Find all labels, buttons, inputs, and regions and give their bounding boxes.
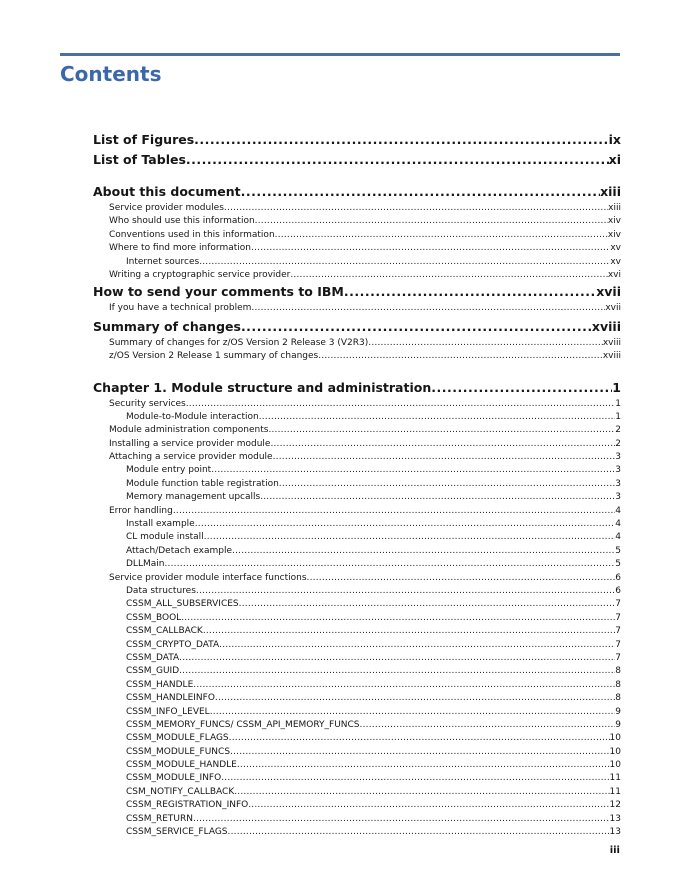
- toc-entry-page: 2: [615, 425, 621, 436]
- toc-leader: [195, 518, 616, 531]
- toc-leader: [204, 531, 616, 544]
- toc-entry[interactable]: [93, 438, 621, 451]
- toc-entry-page: xv: [610, 243, 621, 254]
- toc-leader: [211, 464, 615, 477]
- toc-entry-page: xvi: [607, 269, 621, 280]
- toc-leader: [273, 451, 616, 464]
- toc-entry-page: xviii: [602, 351, 621, 362]
- toc-leader: [241, 182, 600, 202]
- toc-entry[interactable]: [93, 692, 621, 705]
- toc-leader: [248, 799, 609, 812]
- toc-entry-page: 13: [609, 827, 621, 838]
- toc-entry[interactable]: [93, 256, 621, 269]
- toc-entry-page: 11: [609, 786, 621, 797]
- toc-entry-label: Who should use this information: [109, 216, 255, 227]
- toc-entry-label: Module-to-Module interaction: [126, 411, 259, 422]
- toc-leader: [275, 229, 608, 242]
- toc-entry-page: xiv: [607, 229, 621, 240]
- toc-entry-label: CSSM_HANDLEINFO: [126, 693, 215, 704]
- toc-leader: [251, 242, 610, 255]
- toc-entry-label: CSSM_MEMORY_FUNCS/ CSSM_API_MEMORY_FUNCS: [126, 719, 360, 730]
- toc-entry[interactable]: [93, 706, 621, 719]
- toc-entry-page: 9: [615, 706, 621, 717]
- table-of-contents: [93, 130, 621, 839]
- toc-entry[interactable]: [93, 598, 621, 611]
- toc-entry-label: Module administration components: [109, 425, 269, 436]
- toc-entry[interactable]: [93, 505, 621, 518]
- toc-leader: [230, 746, 610, 759]
- toc-entry-label: CSSM_MODULE_FLAGS: [126, 733, 229, 744]
- toc-leader: [234, 786, 609, 799]
- toc-entry-page: 11: [609, 773, 621, 784]
- toc-entry-page: 3: [615, 478, 621, 489]
- toc-entry[interactable]: [93, 350, 621, 363]
- toc-entry-page: 3: [615, 465, 621, 476]
- toc-entry-page: 8: [615, 666, 621, 677]
- toc-entry-page: 7: [615, 612, 621, 623]
- toc-entry-page: xviii: [591, 318, 621, 334]
- toc-entry-page: xi: [608, 152, 621, 167]
- toc-entry[interactable]: [93, 269, 621, 282]
- toc-leader: [279, 478, 615, 491]
- toc-entry[interactable]: [93, 625, 621, 638]
- toc-spacer: [93, 364, 621, 378]
- toc-entry-page: 12: [609, 800, 621, 811]
- toc-leader: [241, 317, 592, 337]
- toc-entry-label: CSSM_INFO_LEVEL: [126, 706, 210, 717]
- toc-entry-label: CSSM_GUID: [126, 666, 180, 677]
- toc-entry-page: 4: [615, 505, 621, 516]
- toc-entry-label: CSSM_HANDLE: [126, 679, 194, 690]
- toc-leader: [368, 337, 603, 350]
- toc-entry[interactable]: [93, 478, 621, 491]
- toc-leader: [196, 585, 615, 598]
- toc-entry-page: 6: [615, 572, 621, 583]
- toc-leader: [268, 424, 615, 437]
- toc-leader: [259, 411, 616, 424]
- toc-entry[interactable]: [93, 182, 621, 202]
- toc-leader: [360, 719, 616, 732]
- toc-entry-label: DLLMain: [126, 559, 165, 570]
- toc-entry-page: 10: [609, 746, 621, 757]
- toc-entry-label: Error handling: [109, 505, 173, 516]
- toc-entry-page: ix: [608, 132, 621, 147]
- toc-entry-label: Service provider modules: [109, 203, 224, 213]
- toc-leader: [173, 505, 615, 518]
- toc-entry[interactable]: [93, 242, 621, 255]
- toc-leader: [431, 378, 612, 398]
- toc-entry-page: 3: [615, 452, 621, 463]
- toc-entry-page: xv: [610, 256, 621, 267]
- toc-leader: [270, 438, 615, 451]
- toc-entry[interactable]: [93, 317, 621, 337]
- toc-entry-page: 1: [612, 379, 621, 395]
- toc-leader: [203, 625, 615, 638]
- toc-entry-label: If you have a technical problem: [109, 303, 252, 314]
- toc-leader: [228, 826, 610, 839]
- toc-entry-page: 9: [615, 719, 621, 730]
- toc-leader: [221, 772, 609, 785]
- toc-entry-label: CSSM_DATA: [126, 652, 180, 663]
- toc-leader: [237, 759, 610, 772]
- toc-entry[interactable]: [93, 558, 621, 571]
- toc-entry[interactable]: [93, 585, 621, 598]
- toc-entry-label: CSSM_MODULE_FUNCS: [126, 746, 231, 757]
- toc-entry[interactable]: [93, 826, 621, 839]
- toc-entry[interactable]: [93, 786, 621, 799]
- toc-entry[interactable]: [93, 451, 621, 464]
- toc-entry[interactable]: [93, 202, 621, 215]
- toc-entry-label: How to send your comments to IBM: [93, 284, 344, 300]
- toc-entry[interactable]: [93, 572, 621, 585]
- toc-entry-page: 5: [615, 545, 621, 556]
- toc-leader: [318, 350, 603, 363]
- toc-entry[interactable]: [93, 813, 621, 826]
- toc-entry-label: Conventions used in this information: [109, 229, 275, 240]
- toc-entry-page: 10: [609, 733, 621, 744]
- toc-entry-label: Installing a service provider module: [109, 438, 271, 449]
- toc-entry[interactable]: [93, 652, 621, 665]
- toc-entry[interactable]: [93, 612, 621, 625]
- toc-leader: [179, 652, 615, 665]
- toc-entry[interactable]: [93, 639, 621, 652]
- toc-entry-label: Data structures: [126, 585, 196, 596]
- toc-entry-page: 5: [615, 559, 621, 570]
- toc-entry-label: CSSM_CALLBACK: [126, 626, 203, 637]
- toc-entry[interactable]: [93, 719, 621, 732]
- toc-entry-page: xvii: [605, 303, 621, 314]
- toc-entry-page: xvii: [596, 284, 621, 300]
- toc-entry[interactable]: [93, 772, 621, 785]
- toc-entry[interactable]: [93, 518, 621, 531]
- toc-entry-label: Summary of changes for z/OS Version 2 Release 3 (V2R3): [109, 337, 369, 348]
- toc-leader: [219, 639, 615, 652]
- toc-entry-page: xiv: [607, 216, 621, 227]
- toc-entry-page: 4: [615, 519, 621, 530]
- toc-entry-label: CSSM_RETURN: [126, 813, 193, 824]
- toc-entry[interactable]: [93, 531, 621, 544]
- toc-leader: [193, 679, 615, 692]
- toc-entry[interactable]: [93, 759, 621, 772]
- toc-entry[interactable]: [93, 150, 621, 170]
- toc-leader: [186, 398, 616, 411]
- toc-entry-page: 8: [615, 679, 621, 690]
- toc-entry-page: 1: [615, 411, 621, 422]
- toc-entry[interactable]: [93, 464, 621, 477]
- toc-entry-label: Where to find more information: [109, 243, 252, 254]
- toc-leader: [260, 491, 615, 504]
- toc-entry-page: 7: [615, 599, 621, 610]
- toc-entry-page: 10: [609, 760, 621, 771]
- toc-entry-label: Service provider module interface functions: [109, 572, 307, 583]
- toc-entry[interactable]: [93, 398, 621, 411]
- toc-entry-label: CSSM_ALL_SUBSERVICES: [126, 599, 239, 610]
- toc-entry-label: CSSM_MODULE_HANDLE: [126, 760, 237, 771]
- header-rule: [60, 53, 620, 56]
- page-number: iii: [609, 845, 620, 856]
- toc-entry-label: Module entry point: [126, 465, 212, 476]
- toc-entry-label: List of Figures: [93, 132, 195, 147]
- toc-entry[interactable]: [93, 229, 621, 242]
- toc-entry-label: CSSM_BOOL: [126, 612, 182, 623]
- toc-leader: [255, 215, 608, 228]
- toc-leader: [164, 558, 615, 571]
- toc-leader: [181, 612, 615, 625]
- toc-entry-page: xviii: [602, 337, 621, 348]
- toc-entry-label: Summary of changes: [93, 318, 241, 334]
- toc-entry-label: CSSM_REGISTRATION_INFO: [126, 800, 249, 811]
- toc-entry-label: CSSM_MODULE_INFO: [126, 773, 222, 784]
- toc-leader: [210, 706, 616, 719]
- toc-entry-label: Security services: [109, 398, 186, 409]
- toc-entry-label: About this document: [93, 184, 241, 199]
- toc-entry-page: 7: [615, 639, 621, 650]
- toc-entry[interactable]: [93, 130, 621, 150]
- toc-entry-label: z/OS Version 2 Release 1 summary of changes: [109, 351, 319, 362]
- toc-entry[interactable]: [93, 215, 621, 228]
- toc-entry-page: xiii: [600, 184, 621, 199]
- toc-leader: [229, 732, 610, 745]
- toc-entry-label: Internet sources: [126, 256, 200, 267]
- toc-entry-page: 1: [615, 398, 621, 409]
- toc-entry[interactable]: [93, 491, 621, 504]
- toc-entry-page: 4: [615, 532, 621, 543]
- toc-leader: [199, 256, 610, 269]
- toc-entry[interactable]: [93, 424, 621, 437]
- toc-entry[interactable]: [93, 411, 621, 424]
- toc-entry-label: Install example: [126, 519, 195, 530]
- toc-entry-label: Chapter 1. Module structure and administration: [93, 379, 432, 395]
- toc-leader: [232, 545, 615, 558]
- toc-entry[interactable]: [93, 282, 621, 302]
- toc-leader: [215, 692, 615, 705]
- toc-entry-page: 8: [615, 693, 621, 704]
- toc-entry[interactable]: [93, 378, 621, 398]
- toc-entry-label: Module function table registration: [126, 478, 279, 489]
- toc-entry-label: CSSM_CRYPTO_DATA: [126, 639, 220, 650]
- toc-leader: [193, 813, 610, 826]
- toc-leader: [224, 202, 608, 215]
- toc-entry[interactable]: [93, 545, 621, 558]
- toc-leader: [290, 269, 607, 282]
- toc-entry[interactable]: [93, 302, 621, 315]
- toc-leader: [307, 572, 616, 585]
- toc-entry[interactable]: [93, 337, 621, 350]
- toc-entry[interactable]: [93, 732, 621, 745]
- toc-leader: [179, 665, 615, 678]
- toc-entry-label: Attach/Detach example: [126, 545, 233, 556]
- toc-entry-page: 2: [615, 438, 621, 449]
- toc-entry-page: 6: [615, 585, 621, 596]
- toc-entry-page: 13: [609, 813, 621, 824]
- toc-leader: [186, 150, 609, 170]
- toc-entry-label: Attaching a service provider module: [109, 452, 273, 463]
- toc-entry[interactable]: [93, 746, 621, 759]
- toc-leader: [251, 302, 605, 315]
- toc-entry-label: CSM_NOTIFY_CALLBACK: [126, 786, 235, 797]
- toc-spacer: [93, 170, 621, 182]
- toc-entry-page: 7: [615, 652, 621, 663]
- toc-entry-label: Memory management upcalls: [126, 492, 261, 503]
- toc-entry-label: CL module install: [126, 532, 204, 543]
- toc-entry-page: 7: [615, 626, 621, 637]
- toc-entry-page: 3: [615, 492, 621, 503]
- page-title: Contents: [60, 62, 162, 86]
- toc-entry-page: xiii: [608, 203, 621, 213]
- toc-entry-label: List of Tables: [93, 152, 186, 167]
- toc-entry[interactable]: [93, 799, 621, 812]
- toc-entry-label: Writing a cryptographic service provider: [109, 269, 291, 280]
- toc-entry-label: CSSM_SERVICE_FLAGS: [126, 827, 228, 838]
- toc-entry[interactable]: [93, 679, 621, 692]
- toc-leader: [239, 598, 616, 611]
- toc-leader: [194, 130, 608, 150]
- toc-entry[interactable]: [93, 665, 621, 678]
- toc-leader: [344, 282, 596, 302]
